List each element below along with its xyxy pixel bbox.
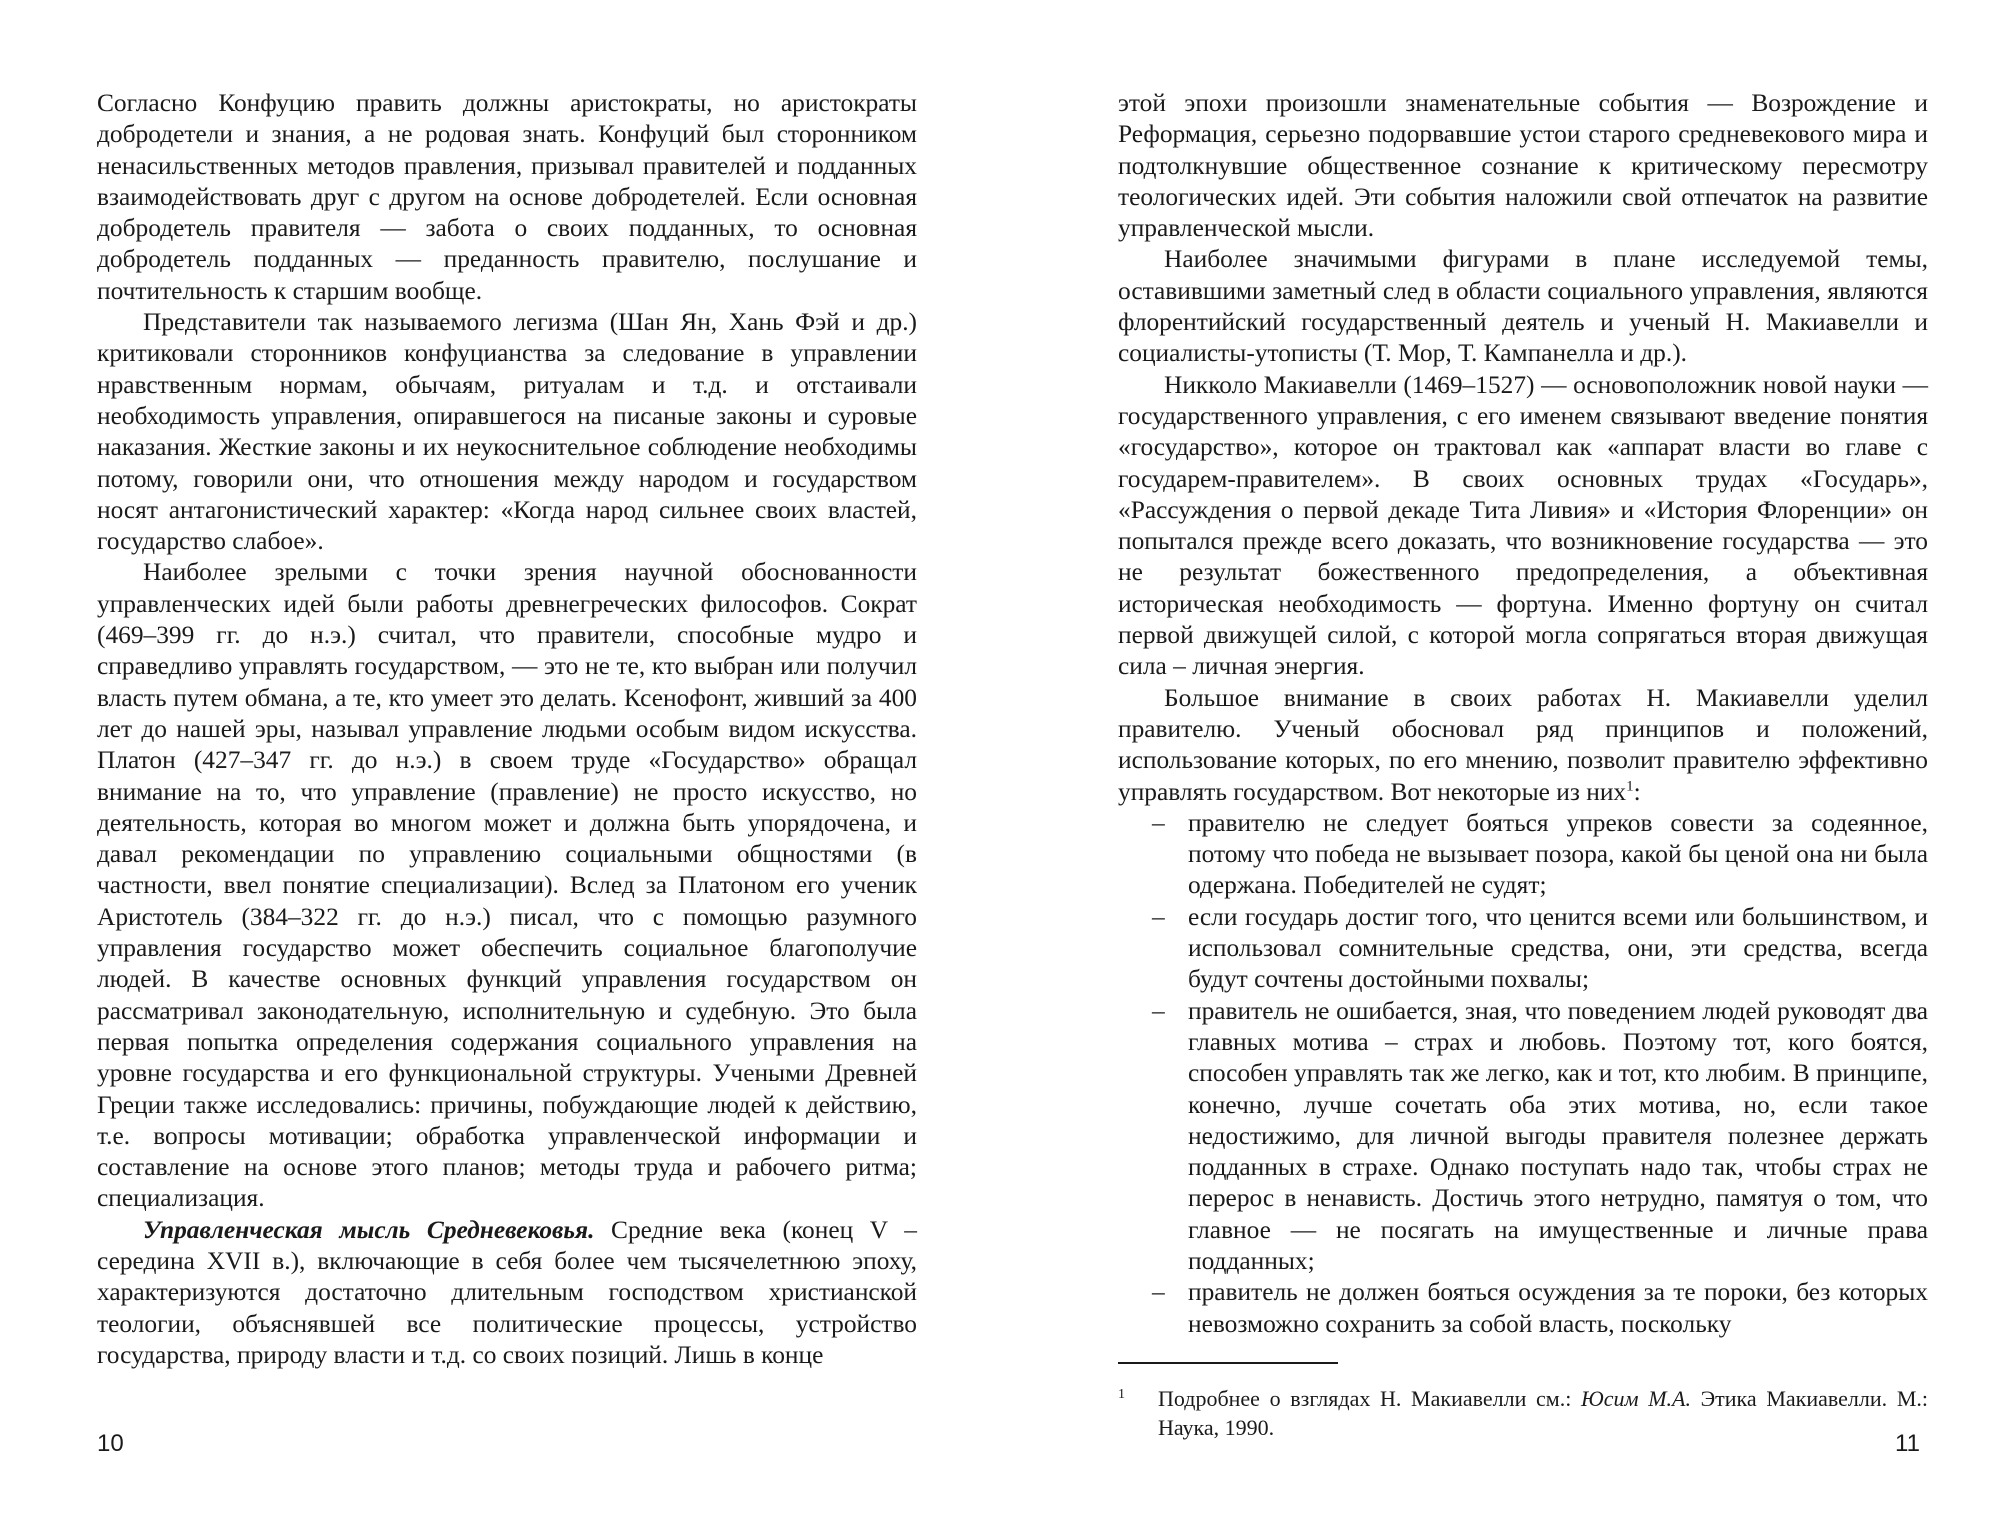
footnote-author: Юсим М.А. — [1581, 1385, 1691, 1411]
paragraph-section-start — [97, 1215, 917, 1371]
paragraph: Никколо Макиавелли (1469–1527) — основоположник новой науки — государственного управления, с его именем связывают введение понятия «государство», которое он трактовал как «аппарат власти во главе с государем-правителем». В своих основных трудах «Государь», «Рассуждения о первой декаде Тита Ливия» и «История Флоренции» он попытался прежде всего доказать, что возникновение государства — это не результат божественного предопределения, а объективная историческая необходимость — фортуна. Именно фортуну он считал первой движущей силой, с которой могла сопрягаться вторая движущая сила – личная энергия. — [1118, 370, 1928, 681]
footnote-divider — [1118, 1362, 1338, 1364]
paragraph: Наиболее зрелыми с точки зрения научной обоснованности управленческих идей были работы древнегреческих философов. Сократ (469–399 гг. до н.э.) считал, что правители, способные мудро и справедливо управлять государством, — это не те, кто выбран или получил власть путем обмана, а те, кто умеет это делать. Ксенофонт, живший за 400 лет до нашей эры, называл управление людьми особым видом искусства. Платон (427–347 гг. до н.э.) в своем труде «Государство» обращал внимание на то, что управление (правление) не просто искусство, но деятельность, которая во многом может и должна быть упорядочена, и давал рекомендации по управлению социальными общностями (в частности, ввел понятие специализации). Вслед за Платоном его ученик Аристотель (384–322 гг. до н.э.) писал, что с помощью разумного управления государство может обеспечить социальное благополучие людей. В качестве основных функций управления государством он рассматривал законодательную, исполнительную и судебную. Это была первая попытка определения содержания социального управления на уровне государства и его функциональной структуры. Учеными Древней Греции также исследовались: причины, побуждающие людей к действию, т.е. вопросы мотивации; обработка управленческой информации и составление на основе этого планов; методы труда и рабочего ритма; специализация. — [97, 558, 917, 1213]
paragraph-intro — [1118, 683, 1928, 808]
footnote-reference[interactable]: 1 — [1626, 778, 1634, 795]
list-item: – правителю не следует бояться упреков совести за содеянное, потому что победа не вызывает позора, какой бы ценой она ни была одержана. Победителей не судят; — [1188, 808, 1928, 902]
footnote — [1118, 1384, 1928, 1442]
section-text: Средние века (конец V – середина XVII в.), включающие в себя более чем тысячелетнюю эпоху, характеризуются достаточно длительным господством христианской теологии, объяснявшей все политические процессы, устройство государства, природу власти и т.д. со своих позиций. Лишь в конце — [97, 1215, 917, 1369]
section-heading: Управленческая мысль Средневековья. — [143, 1215, 595, 1244]
paragraph: Наиболее значимыми фигурами в плане исследуемой темы, оставившими заметный след в области социального управления, являются флорентийский государственный деятель и ученый Н. Макиавелли и социалисты-утописты (Т. Мор, Т. Кампанелла и др.). — [1118, 245, 1928, 368]
footnote-rest: Этика Макиавелли. М.: Наука, 1990. — [1158, 1385, 1928, 1440]
footnote-mark: 1 — [1118, 1386, 1125, 1402]
paragraph: Представители так называемого легизма (Шан Ян, Хань Фэй и др.) критиковали сторонников конфуцианства за следование в управлении нравственным нормам, обычаям, ритуалам и т.д. и отстаивали необходимость управления, опиравшегося на писаные законы и суровые наказания. Жесткие законы и их неукоснительное соблюдение необходимы потому, говорили они, что отношения между народом и государством носят антагонистический характер: «Когда народ сильнее своих властей, государство слабое». — [97, 308, 917, 556]
footnote-prefix: Подробнее о взглядах Н. Макиавелли см.: — [1158, 1385, 1582, 1411]
left-page — [97, 88, 917, 1371]
page-number-left: 10 — [97, 1430, 124, 1457]
intro-tail: : — [1633, 777, 1641, 806]
list-item: – если государь достиг того, что ценится всеми или большинством, и использовал сомнительные средства, они, эти средства, всегда будут сочтены достойными похвалы; — [1188, 902, 1928, 996]
right-page — [1118, 88, 1928, 1442]
intro-text: Большое внимание в своих работах Н. Макиавелли уделил правителю. Ученый обосновал ряд принципов и положений, использование которых, по его мнению, позволит правителю эффективно управлять государством. Вот некоторые из них — [1118, 683, 1928, 806]
page-number-right: 11 — [1895, 1430, 1920, 1457]
paragraph-continuation: этой эпохи произошли знаменательные события — Возрождение и Реформация, серьезно подорвавшие устои старого средневекового мира и подтолкнувшие общественное сознание к критическому пересмотру теологических идей. Эти события наложили свой отпечаток на развитие управленческой мысли. — [1118, 89, 1928, 243]
list-item: – правитель не ошибается, зная, что поведением людей руководят два главных мотива – страх и любовь. Поэтому тот, кого боятся, способен управлять так же легко, как и тот, кто любим. В принципе, конечно, лучше сочетать оба этих мотива, но, если такое недостижимо, для личной выгоды правителя полезнее держать подданных в страхе. Однако поступать надо так, чтобы страх не перерос в ненависть. Достичь этого нетрудно, памятуя о том, что главное — не посягать на имущественные и личные права подданных; — [1188, 996, 1928, 1278]
paragraph: Согласно Конфуцию править должны аристократы, но аристократы добродетели и знания, а не родовая знать. Конфуций был сторонником ненасильственных методов правления, призывал правителей и подданных взаимодействовать друг с другом на основе добродетелей. Если основная добродетель правителя — забота о своих подданных, то основная добродетель подданных — преданность правителю, послушание и почтительность к старшим вообще. — [97, 89, 917, 305]
list-item: – правитель не должен бояться осуждения за те пороки, без которых невозможно сохранить за собой власть, поскольку — [1188, 1277, 1928, 1340]
principles-list — [1118, 808, 1928, 1340]
